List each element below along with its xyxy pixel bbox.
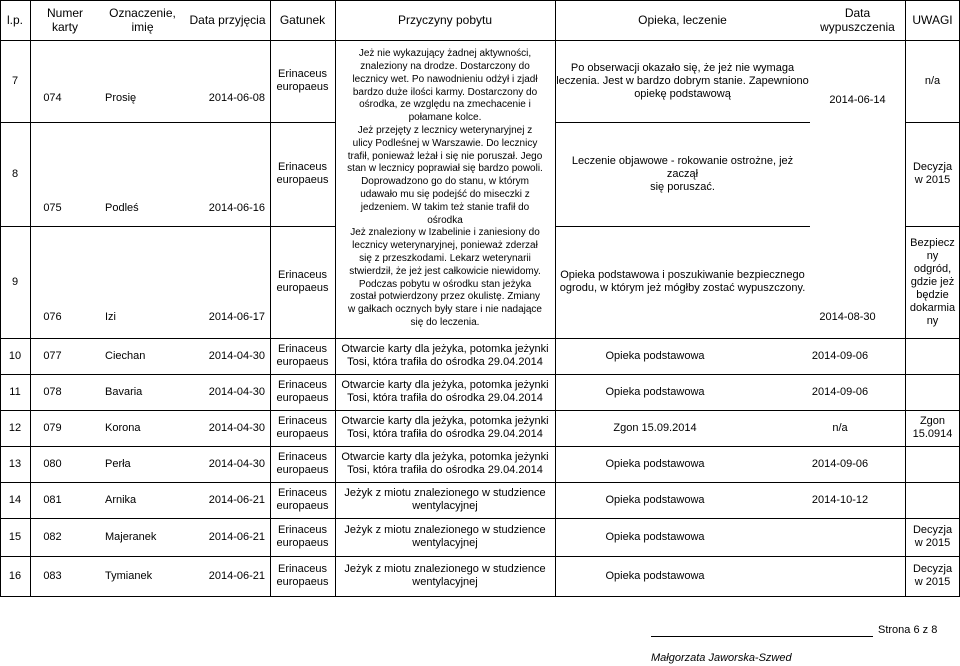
row-imie: Arnika <box>105 493 137 506</box>
page-number: Strona 6 z 8 <box>878 624 938 636</box>
row-lp: 11 <box>9 385 21 398</box>
row-przyczyny: Otwarcie karty dla jeżyka, potomka jeżynki Tosi, która trafiła do ośrodka 29.04.2014 <box>341 379 549 404</box>
row-numer: 081 <box>43 493 62 506</box>
grid-hline <box>555 226 810 227</box>
row-opieka: Opieka podstawowa <box>605 530 705 543</box>
row-7-data: 2014-06-08 <box>208 91 265 104</box>
header-oznaczenie: Oznaczenie, imię <box>109 6 176 34</box>
header-data-przyjecia: Data przyjęcia <box>189 13 266 27</box>
row-8-uwagi: Decyzja w 2015 <box>912 161 953 186</box>
group-przyczyny-pobytu: Jeż nie wykazujący żadnej aktywności, znaleziony na drodze. Dostarczony do lecznicy wet. Po nawodnieniu odżył i zjadł bardzo duże ilości karmy. Dostarczony do ośrodka, ze względu na zmechacenie i połamane kolce. Jeż przejęty z lecznicy weterynaryjnej z ulicy Podleśnej w Warszawie. Do lecznicy trafił, ponieważ leżał i się nie poruszał. Jego stan w lecznicy poprawiał się bardzo powoli. Doprowadzono go do stanu, w którym udawało mu się podejść do miseczki z jedzeniem. W takim też stanie trafił do ośrodka Jeż znaleziony w Izabelinie i zaniesiony do lecznicy weterynaryjnej, ponieważ zderzał się z przeszkodami. Lekarz weterynarii stwierdził, że jeż jest całkowicie niewidomy. Podczas pobytu w ośrodku stan jeżyka został potwierdzony przez okulistę. Zmiany w gałkach ocznych były stare i nie nadające się do leczenia. <box>347 48 543 328</box>
row-numer: 080 <box>43 457 62 470</box>
row-uwagi: Decyzja w 2015 <box>912 563 953 588</box>
grid-vline <box>335 0 336 596</box>
row-data-wypuszczenia: 2014-09-06 <box>811 457 869 470</box>
row-data-wypuszczenia <box>795 556 885 596</box>
row-numer: 079 <box>43 421 62 434</box>
row-uwagi: Zgon 15.0914 <box>912 415 953 440</box>
grid-hline <box>0 374 960 375</box>
row-gatunek: Erinaceus europaeus <box>276 563 329 588</box>
grid-hline <box>555 122 810 123</box>
row-opieka: Zgon 15.09.2014 <box>613 421 697 434</box>
row-data-wypuszczenia: 2014-09-06 <box>811 385 869 398</box>
row-gatunek: Erinaceus europaeus <box>276 415 329 440</box>
grid-vline <box>0 0 1 596</box>
row-imie: Korona <box>105 421 141 434</box>
row-lp: 13 <box>8 457 22 470</box>
row-gatunek: Erinaceus europaeus <box>276 524 329 549</box>
row-numer: 083 <box>43 569 62 582</box>
row-9-data: 2014-06-17 <box>208 310 265 323</box>
row-imie: Tymianek <box>105 569 153 582</box>
grid-hline <box>0 338 960 339</box>
row-przyczyny: Jeżyk z miotu znalezionego w studzience wentylacyjnej <box>344 487 546 512</box>
row-data-przyjecia: 2014-04-30 <box>208 421 265 434</box>
row-7-data-wypuszczenia: 2014-06-14 <box>829 93 886 106</box>
row-8-numer: 075 <box>43 201 62 214</box>
row-przyczyny: Jeżyk z miotu znalezionego w studzience wentylacyjnej <box>344 563 546 588</box>
row-data-przyjecia: 2014-06-21 <box>208 493 265 506</box>
header-gatunek: Gatunek <box>279 13 326 27</box>
grid-hline <box>0 446 960 447</box>
row-9-data-wypuszczenia: 2014-08-30 <box>819 310 876 323</box>
row-data-wypuszczenia: n/a <box>832 421 848 434</box>
row-data-przyjecia: 2014-04-30 <box>208 457 265 470</box>
row-uwagi <box>905 338 960 374</box>
row-data-przyjecia: 2014-06-21 <box>208 569 265 582</box>
grid-hline <box>0 596 960 597</box>
grid-hline <box>0 556 960 557</box>
header-numer-karty: Numer karty <box>46 6 83 34</box>
row-gatunek: Erinaceus europaeus <box>276 487 329 512</box>
row-gatunek: Erinaceus europaeus <box>276 451 329 476</box>
row-uwagi <box>905 374 960 410</box>
grid-hline <box>270 226 335 227</box>
row-9-imie: Izi <box>105 310 116 323</box>
row-numer: 077 <box>43 349 62 362</box>
grid-hline <box>905 122 960 123</box>
row-gatunek: Erinaceus europaeus <box>276 343 329 368</box>
grid-vline <box>555 0 556 596</box>
header-data-wypuszczenia: Data wypuszczenia <box>820 6 895 34</box>
header-lp: l.p. <box>6 13 23 27</box>
row-8-lp: 8 <box>11 167 19 180</box>
grid-hline <box>0 226 270 227</box>
grid-hline <box>0 482 960 483</box>
row-8-data: 2014-06-16 <box>208 201 265 214</box>
grid-hline <box>270 122 335 123</box>
row-9-gatunek: Erinaceus europaeus <box>276 269 329 294</box>
grid-hline <box>0 518 960 519</box>
header-uwagi: UWAGI <box>912 13 953 27</box>
row-8-gatunek: Erinaceus europaeus <box>276 161 329 186</box>
grid-hline <box>0 0 960 1</box>
row-7-numer: 074 <box>43 91 62 104</box>
row-9-numer: 076 <box>43 310 62 323</box>
header-przyczyny-pobytu: Przyczyny pobytu <box>397 13 493 27</box>
row-7-uwagi: n/a <box>924 74 941 87</box>
row-uwagi <box>905 482 960 518</box>
header-opieka-leczenie: Opieka, leczenie <box>638 13 727 27</box>
grid-hline <box>905 226 960 227</box>
row-przyczyny: Otwarcie karty dla jeżyka, potomka jeżynki Tosi, która trafiła do ośrodka 29.04.2014 <box>341 343 549 368</box>
row-7-lp: 7 <box>11 74 19 87</box>
row-numer: 082 <box>43 530 62 543</box>
row-9-uwagi: Bezpiecz ny odgród, gdzie jeż będzie dokarmia ny <box>909 236 956 327</box>
row-lp: 16 <box>8 569 22 582</box>
grid-hline <box>0 40 960 41</box>
row-opieka: Opieka podstawowa <box>605 569 705 582</box>
row-lp: 10 <box>8 349 22 362</box>
footer-underline <box>651 636 873 637</box>
row-opieka: Opieka podstawowa <box>605 457 705 470</box>
row-imie: Ciechan <box>105 349 146 362</box>
row-imie: Majeranek <box>105 530 157 543</box>
grid-hline <box>0 122 270 123</box>
row-imie: Bavaria <box>105 385 143 398</box>
row-data-przyjecia: 2014-06-21 <box>208 530 265 543</box>
row-data-wypuszczenia <box>795 518 885 556</box>
row-7-imie: Prosię <box>105 91 137 104</box>
grid-vline <box>905 0 906 596</box>
signature: Małgorzata Jaworska-Szwed <box>651 652 792 664</box>
row-przyczyny: Otwarcie karty dla jeżyka, potomka jeżynki Tosi, która trafiła do ośrodka 29.04.2014 <box>341 415 549 440</box>
row-przyczyny: Jeżyk z miotu znalezionego w studzience wentylacyjnej <box>344 524 546 549</box>
row-lp: 14 <box>8 493 22 506</box>
grid-hline <box>0 410 960 411</box>
row-uwagi <box>905 446 960 482</box>
row-lp: 12 <box>8 421 22 434</box>
grid-vline <box>30 0 31 596</box>
row-9-opieka: Opieka podstawowa i poszukiwanie bezpiecznego ogrodu, w którym jeż mógłby zostać wypuszczony. <box>559 269 806 294</box>
row-8-opieka: Leczenie objawowe - rokowanie ostrożne, jeż zaczął się poruszać. <box>571 154 794 193</box>
row-data-wypuszczenia: 2014-10-12 <box>811 493 869 506</box>
row-uwagi: Decyzja w 2015 <box>912 524 953 549</box>
row-opieka: Opieka podstawowa <box>605 385 705 398</box>
row-7-opieka: Po obserwacji okazało się, że jeż nie wymaga leczenia. Jest w bardzo dobrym stanie. Zapewniono opiekę podstawową <box>556 61 809 100</box>
row-9-lp: 9 <box>11 275 19 288</box>
row-data-wypuszczenia: 2014-09-06 <box>811 349 869 362</box>
row-8-imie: Podleś <box>105 201 139 214</box>
grid-vline <box>270 0 271 596</box>
row-opieka: Opieka podstawowa <box>605 349 705 362</box>
row-numer: 078 <box>43 385 62 398</box>
row-opieka: Opieka podstawowa <box>605 493 705 506</box>
row-imie: Perła <box>105 457 131 470</box>
row-data-przyjecia: 2014-04-30 <box>208 385 265 398</box>
row-lp: 15 <box>8 530 22 543</box>
row-data-przyjecia: 2014-04-30 <box>208 349 265 362</box>
row-gatunek: Erinaceus europaeus <box>276 379 329 404</box>
row-7-gatunek: Erinaceus europaeus <box>276 68 329 93</box>
row-przyczyny: Otwarcie karty dla jeżyka, potomka jeżynki Tosi, która trafiła do ośrodka 29.04.2014 <box>341 451 549 476</box>
